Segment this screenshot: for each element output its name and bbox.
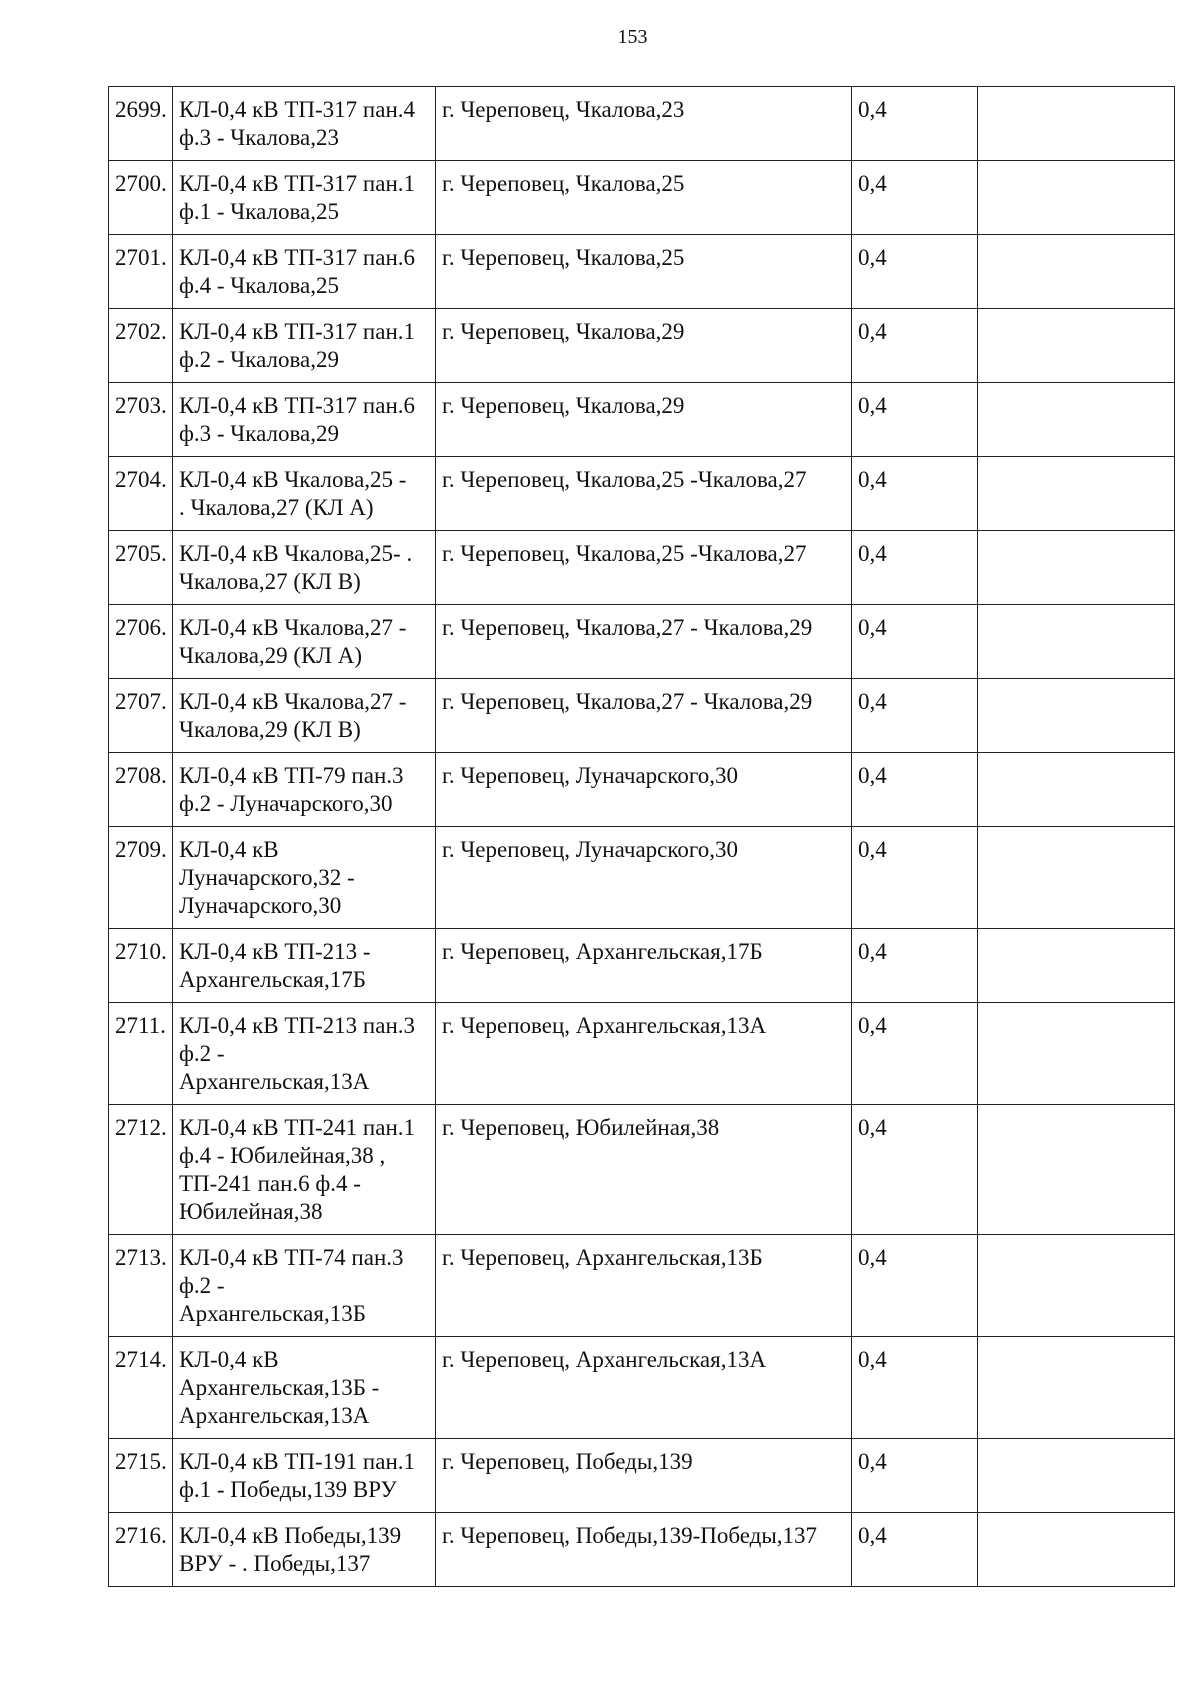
voltage-value: 0,4 bbox=[852, 531, 978, 605]
registry-table-body bbox=[109, 87, 1175, 1587]
row-number: 2699. bbox=[109, 87, 173, 161]
table-row bbox=[109, 383, 1175, 457]
row-number: 2707. bbox=[109, 679, 173, 753]
table-row bbox=[109, 605, 1175, 679]
registry-table bbox=[108, 86, 1175, 1587]
line-name: КЛ-0,4 кВ ТП-317 пан.4 ф.3 - Чкалова,23 bbox=[173, 87, 436, 161]
line-name: КЛ-0,4 кВ ТП-191 пан.1 ф.1 - Победы,139 ВРУ bbox=[173, 1439, 436, 1513]
table-row bbox=[109, 309, 1175, 383]
table-row bbox=[109, 161, 1175, 235]
extra-cell bbox=[978, 309, 1175, 383]
table-row bbox=[109, 1235, 1175, 1337]
row-number: 2711. bbox=[109, 1003, 173, 1105]
extra-cell bbox=[978, 929, 1175, 1003]
row-number: 2700. bbox=[109, 161, 173, 235]
extra-cell bbox=[978, 457, 1175, 531]
extra-cell bbox=[978, 87, 1175, 161]
line-address: г. Череповец, Победы,139-Победы,137 bbox=[436, 1513, 852, 1587]
extra-cell bbox=[978, 1003, 1175, 1105]
line-address: г. Череповец, Архангельская,17Б bbox=[436, 929, 852, 1003]
table-row bbox=[109, 1003, 1175, 1105]
table-row bbox=[109, 1337, 1175, 1439]
line-address: г. Череповец, Чкалова,25 bbox=[436, 235, 852, 309]
voltage-value: 0,4 bbox=[852, 605, 978, 679]
line-name: КЛ-0,4 кВ Луначарского,32 - Луначарского,30 bbox=[173, 827, 436, 929]
row-number: 2703. bbox=[109, 383, 173, 457]
extra-cell bbox=[978, 161, 1175, 235]
line-address: г. Череповец, Победы,139 bbox=[436, 1439, 852, 1513]
row-number: 2701. bbox=[109, 235, 173, 309]
row-number: 2705. bbox=[109, 531, 173, 605]
voltage-value: 0,4 bbox=[852, 87, 978, 161]
row-number: 2702. bbox=[109, 309, 173, 383]
line-address: г. Череповец, Архангельская,13Б bbox=[436, 1235, 852, 1337]
extra-cell bbox=[978, 753, 1175, 827]
line-address: г. Череповец, Луначарского,30 bbox=[436, 827, 852, 929]
line-name: КЛ-0,4 кВ ТП-317 пан.1 ф.1 - Чкалова,25 bbox=[173, 161, 436, 235]
extra-cell bbox=[978, 235, 1175, 309]
line-name: КЛ-0,4 кВ ТП-79 пан.3 ф.2 - Луначарского,30 bbox=[173, 753, 436, 827]
voltage-value: 0,4 bbox=[852, 679, 978, 753]
table-row bbox=[109, 1513, 1175, 1587]
table-row bbox=[109, 679, 1175, 753]
voltage-value: 0,4 bbox=[852, 827, 978, 929]
page-number: 153 bbox=[617, 26, 648, 48]
line-address: г. Череповец, Чкалова,27 - Чкалова,29 bbox=[436, 605, 852, 679]
line-name: КЛ-0,4 кВ Победы,139 ВРУ - . Победы,137 bbox=[173, 1513, 436, 1587]
extra-cell bbox=[978, 1337, 1175, 1439]
extra-cell bbox=[978, 827, 1175, 929]
voltage-value: 0,4 bbox=[852, 235, 978, 309]
table-row bbox=[109, 753, 1175, 827]
voltage-value: 0,4 bbox=[852, 161, 978, 235]
extra-cell bbox=[978, 1513, 1175, 1587]
voltage-value: 0,4 bbox=[852, 1105, 978, 1235]
line-name: КЛ-0,4 кВ ТП-213 - Архангельская,17Б bbox=[173, 929, 436, 1003]
line-name: КЛ-0,4 кВ Чкалова,27 - Чкалова,29 (КЛ В) bbox=[173, 679, 436, 753]
line-address: г. Череповец, Чкалова,25 -Чкалова,27 bbox=[436, 531, 852, 605]
row-number: 2716. bbox=[109, 1513, 173, 1587]
row-number: 2712. bbox=[109, 1105, 173, 1235]
line-address: г. Череповец, Чкалова,27 - Чкалова,29 bbox=[436, 679, 852, 753]
row-number: 2706. bbox=[109, 605, 173, 679]
line-name: КЛ-0,4 кВ ТП-213 пан.3 ф.2 - Архангельская,13А bbox=[173, 1003, 436, 1105]
table-row bbox=[109, 1439, 1175, 1513]
line-name: КЛ-0,4 кВ ТП-74 пан.3 ф.2 - Архангельская,13Б bbox=[173, 1235, 436, 1337]
line-address: г. Череповец, Юбилейная,38 bbox=[436, 1105, 852, 1235]
extra-cell bbox=[978, 679, 1175, 753]
table-row bbox=[109, 87, 1175, 161]
line-name: КЛ-0,4 кВ Архангельская,13Б - Архангельская,13А bbox=[173, 1337, 436, 1439]
line-name: КЛ-0,4 кВ ТП-241 пан.1 ф.4 - Юбилейная,38 , ТП-241 пан.6 ф.4 - Юбилейная,38 bbox=[173, 1105, 436, 1235]
line-name: КЛ-0,4 кВ ТП-317 пан.6 ф.4 - Чкалова,25 bbox=[173, 235, 436, 309]
row-number: 2704. bbox=[109, 457, 173, 531]
line-name: КЛ-0,4 кВ ТП-317 пан.1 ф.2 - Чкалова,29 bbox=[173, 309, 436, 383]
table-row bbox=[109, 827, 1175, 929]
line-name: КЛ-0,4 кВ Чкалова,27 - Чкалова,29 (КЛ А) bbox=[173, 605, 436, 679]
line-name: КЛ-0,4 кВ Чкалова,25 - . Чкалова,27 (КЛ А) bbox=[173, 457, 436, 531]
line-address: г. Череповец, Чкалова,23 bbox=[436, 87, 852, 161]
voltage-value: 0,4 bbox=[852, 1235, 978, 1337]
voltage-value: 0,4 bbox=[852, 309, 978, 383]
extra-cell bbox=[978, 1439, 1175, 1513]
row-number: 2714. bbox=[109, 1337, 173, 1439]
voltage-value: 0,4 bbox=[852, 383, 978, 457]
line-address: г. Череповец, Архангельская,13А bbox=[436, 1003, 852, 1105]
voltage-value: 0,4 bbox=[852, 1003, 978, 1105]
line-address: г. Череповец, Чкалова,25 -Чкалова,27 bbox=[436, 457, 852, 531]
extra-cell bbox=[978, 605, 1175, 679]
line-address: г. Череповец, Чкалова,29 bbox=[436, 309, 852, 383]
line-name: КЛ-0,4 кВ ТП-317 пан.6 ф.3 - Чкалова,29 bbox=[173, 383, 436, 457]
line-address: г. Череповец, Луначарского,30 bbox=[436, 753, 852, 827]
line-address: г. Череповец, Чкалова,29 bbox=[436, 383, 852, 457]
line-address: г. Череповец, Чкалова,25 bbox=[436, 161, 852, 235]
extra-cell bbox=[978, 531, 1175, 605]
extra-cell bbox=[978, 1105, 1175, 1235]
row-number: 2713. bbox=[109, 1235, 173, 1337]
row-number: 2708. bbox=[109, 753, 173, 827]
row-number: 2710. bbox=[109, 929, 173, 1003]
voltage-value: 0,4 bbox=[852, 753, 978, 827]
extra-cell bbox=[978, 1235, 1175, 1337]
table-row bbox=[109, 929, 1175, 1003]
table-row bbox=[109, 235, 1175, 309]
table-row bbox=[109, 531, 1175, 605]
voltage-value: 0,4 bbox=[852, 1337, 978, 1439]
line-name: КЛ-0,4 кВ Чкалова,25- . Чкалова,27 (КЛ В) bbox=[173, 531, 436, 605]
table-row bbox=[109, 457, 1175, 531]
voltage-value: 0,4 bbox=[852, 929, 978, 1003]
voltage-value: 0,4 bbox=[852, 1439, 978, 1513]
voltage-value: 0,4 bbox=[852, 457, 978, 531]
table-row bbox=[109, 1105, 1175, 1235]
voltage-value: 0,4 bbox=[852, 1513, 978, 1587]
row-number: 2709. bbox=[109, 827, 173, 929]
extra-cell bbox=[978, 383, 1175, 457]
row-number: 2715. bbox=[109, 1439, 173, 1513]
line-address: г. Череповец, Архангельская,13А bbox=[436, 1337, 852, 1439]
